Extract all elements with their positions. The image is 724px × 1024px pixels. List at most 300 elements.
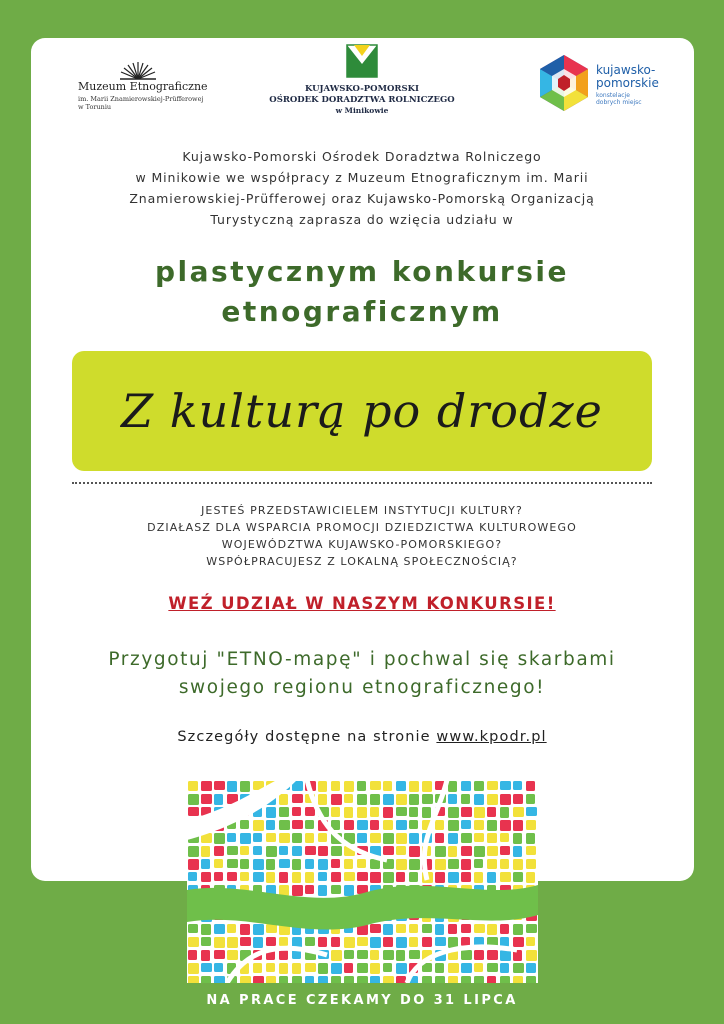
map-block <box>240 781 250 792</box>
map-block <box>188 963 199 974</box>
map-block <box>513 872 523 882</box>
map-block <box>370 950 379 960</box>
map-block <box>461 976 471 983</box>
map-block <box>305 872 314 883</box>
region-name-line1: kujawsko- <box>596 63 656 77</box>
map-block <box>344 872 355 881</box>
map-block <box>227 859 238 868</box>
map-block <box>279 963 288 974</box>
intro-line3: Znamierowskiej-Prüfferowej oraz Kujawsko-Pomorską Organizacją <box>129 191 595 206</box>
map-block <box>500 846 510 855</box>
map-block <box>344 963 353 973</box>
map-block <box>448 820 459 831</box>
map-block <box>240 820 249 829</box>
map-block <box>383 807 393 818</box>
details-line <box>40 729 684 745</box>
map-block <box>240 846 249 855</box>
map-block <box>344 794 353 803</box>
map-block <box>305 846 316 855</box>
map-block <box>279 820 290 830</box>
map-block <box>383 924 393 935</box>
map-block <box>435 976 445 983</box>
map-block <box>396 807 407 816</box>
map-block <box>357 833 367 843</box>
map-block <box>266 963 275 972</box>
details-text: Szczegóły dostępne na stronie <box>177 729 437 745</box>
map-block <box>214 937 225 948</box>
map-block <box>266 820 275 830</box>
map-block <box>370 794 380 805</box>
map-block <box>370 872 381 883</box>
museum-subtitle-line1: im. Marii Znamierowskiej-Prüfferowej <box>78 95 204 103</box>
map-block <box>357 872 368 881</box>
map-block <box>448 833 458 844</box>
map-block <box>227 833 236 842</box>
region-logo <box>538 54 688 114</box>
map-block <box>461 846 472 856</box>
map-block <box>279 950 288 960</box>
map-block <box>448 794 457 804</box>
map-block <box>253 963 262 973</box>
prepare-line2: swojego regionu etnograficznego! <box>178 677 546 698</box>
map-block <box>214 924 225 934</box>
museum-subtitle-line2: w Toruniu <box>78 103 112 111</box>
map-block <box>201 950 210 961</box>
map-block <box>396 937 407 948</box>
map-block <box>240 976 251 983</box>
map-block <box>383 833 394 844</box>
map-block <box>344 950 354 959</box>
map-block <box>526 924 537 933</box>
map-block <box>500 807 509 818</box>
map-block <box>240 872 249 881</box>
map-block <box>396 833 407 844</box>
map-block <box>487 846 498 856</box>
map-block <box>435 820 444 830</box>
map-block <box>422 781 432 792</box>
map-block <box>474 859 483 868</box>
map-block <box>487 976 496 983</box>
map-block <box>422 924 432 933</box>
map-block <box>266 807 276 818</box>
map-block <box>513 924 523 935</box>
kpodr-line2: OŚRODEK DORADZTWA ROLNICZEGO <box>269 95 455 105</box>
map-block <box>422 937 432 947</box>
prepare-text <box>40 646 684 702</box>
map-block <box>448 846 457 857</box>
map-block <box>357 794 367 805</box>
map-block <box>318 937 327 947</box>
questions-block <box>40 502 684 570</box>
map-block <box>331 807 340 817</box>
map-block <box>188 794 199 805</box>
map-block <box>487 833 497 843</box>
map-block <box>526 950 537 961</box>
map-block <box>240 924 250 935</box>
region-name-line2: pomorskie <box>596 76 659 90</box>
deadline-text: NA PRACE CZEKAMY DO 31 LIPCA <box>206 993 518 1008</box>
museum-name: Muzeum Etnograficzne <box>78 80 208 93</box>
map-block <box>396 963 407 974</box>
map-block <box>487 872 496 883</box>
map-block <box>461 833 472 843</box>
map-block <box>513 963 524 973</box>
map-block <box>201 781 212 791</box>
headline-line2: etnograficznym <box>221 295 503 328</box>
map-block <box>292 820 303 829</box>
map-block <box>253 976 264 983</box>
map-block <box>409 924 418 933</box>
map-block <box>279 846 288 855</box>
map-block <box>448 859 459 869</box>
map-block <box>487 781 498 790</box>
map-block <box>279 859 290 868</box>
map-block <box>422 794 433 804</box>
map-block <box>266 924 277 933</box>
map-block <box>331 963 342 974</box>
intro-line1: Kujawsko-Pomorski Ośrodek Doradztwa Rolniczego <box>182 149 542 164</box>
map-block <box>292 794 303 803</box>
map-block <box>292 807 301 816</box>
map-block <box>448 937 458 948</box>
intro-line2: w Minikowie we współpracy z Muzeum Etnograficznym im. Marii <box>135 170 589 185</box>
map-illustration <box>187 780 538 983</box>
prepare-line1: Przygotuj "ETNO-mapę" i pochwal się skarbami <box>108 649 616 670</box>
map-block <box>461 859 471 870</box>
map-block <box>513 846 522 857</box>
map-block <box>474 846 485 857</box>
map-block <box>357 859 366 868</box>
map-block <box>370 924 381 933</box>
map-block <box>357 950 368 959</box>
map-block <box>526 963 536 973</box>
title-banner <box>72 351 652 471</box>
map-block <box>513 794 523 804</box>
map-block <box>500 872 511 882</box>
map-block <box>474 807 485 818</box>
map-block <box>383 976 394 983</box>
map-block <box>383 781 392 791</box>
map-block <box>305 807 315 816</box>
map-block <box>383 820 393 830</box>
map-block <box>526 833 535 844</box>
map-block <box>422 807 431 818</box>
map-block <box>214 963 223 972</box>
map-block <box>513 859 523 870</box>
map-block <box>487 794 498 805</box>
map-block <box>344 820 354 830</box>
kpodr-logo <box>262 44 462 134</box>
intro-paragraph <box>40 146 684 230</box>
kpodr-emblem-icon <box>346 44 378 78</box>
map-block <box>214 833 225 844</box>
map-block <box>370 937 381 948</box>
colorful-map-icon <box>187 780 538 983</box>
map-block <box>409 781 419 792</box>
map-block <box>318 781 327 792</box>
map-block <box>526 846 536 855</box>
region-tagline <box>596 92 642 106</box>
region-tagline-line1: konstelacje <box>596 92 630 99</box>
map-block <box>318 963 328 974</box>
map-block <box>253 820 264 831</box>
map-block <box>266 833 276 842</box>
map-block <box>214 794 223 805</box>
map-block <box>396 846 406 855</box>
question-line1: JESTEŚ PRZEDSTAWICIELEM INSTYTUCJI KULTURY? <box>201 504 523 517</box>
map-block <box>461 781 471 791</box>
map-block <box>461 924 471 933</box>
map-block <box>331 872 341 882</box>
map-block <box>383 963 392 972</box>
intro-line4: Turystyczną zaprasza do wzięcia udziału w <box>210 212 514 227</box>
map-block <box>500 820 511 831</box>
map-block <box>201 794 212 804</box>
call-to-action: WEŹ UDZIAŁ W NASZYM KONKURSIE! <box>168 594 556 613</box>
map-block <box>318 833 327 842</box>
map-block <box>513 781 522 790</box>
map-block <box>422 976 432 983</box>
map-block <box>435 963 444 973</box>
map-block <box>383 872 394 883</box>
map-block <box>474 963 483 972</box>
map-block <box>331 859 340 868</box>
map-block <box>370 820 379 830</box>
map-block <box>344 937 355 948</box>
map-block <box>331 781 340 791</box>
map-block <box>318 846 328 856</box>
map-block <box>409 807 418 817</box>
map-block <box>409 820 418 829</box>
map-block <box>500 950 511 961</box>
map-block <box>500 963 509 973</box>
map-block <box>526 820 536 830</box>
map-block <box>370 833 381 843</box>
map-block <box>201 976 211 983</box>
map-block <box>188 859 199 870</box>
map-block <box>344 807 353 818</box>
map-block <box>253 846 262 855</box>
map-block <box>370 963 380 974</box>
map-block <box>214 781 225 790</box>
map-block <box>500 794 511 805</box>
map-block <box>279 833 290 843</box>
dotted-divider <box>72 482 652 484</box>
map-block <box>409 872 418 882</box>
map-block <box>435 872 445 883</box>
map-block <box>409 846 420 857</box>
map-block <box>188 846 199 857</box>
map-block <box>344 976 354 983</box>
map-block <box>487 963 498 972</box>
map-block <box>279 885 289 896</box>
map-block <box>292 976 302 983</box>
map-block <box>318 872 327 881</box>
map-block <box>370 807 379 817</box>
map-block <box>474 820 484 830</box>
museum-logo <box>78 62 228 122</box>
map-block <box>266 846 277 857</box>
map-block <box>435 924 444 935</box>
map-block <box>513 807 524 817</box>
map-block <box>461 963 472 973</box>
map-block <box>240 833 251 844</box>
map-block <box>201 859 210 869</box>
map-block <box>266 937 276 946</box>
map-block <box>383 794 394 805</box>
map-block <box>227 846 238 855</box>
map-block <box>513 820 523 831</box>
map-block <box>318 859 328 870</box>
map-block <box>227 872 237 881</box>
map-block <box>435 937 446 946</box>
map-block <box>318 794 327 805</box>
map-block <box>331 976 341 983</box>
map-block <box>357 976 368 983</box>
map-block <box>188 807 199 816</box>
map-block <box>357 937 368 946</box>
map-block <box>409 950 420 959</box>
question-line3: WOJEWÓDZTWA KUJAWSKO-POMORSKIEGO? <box>221 538 503 551</box>
map-block <box>357 781 366 791</box>
website-link[interactable]: www.kpodr.pl <box>436 729 547 745</box>
map-block <box>448 781 457 792</box>
map-block <box>214 872 223 881</box>
museum-fan-icon <box>118 62 158 80</box>
map-block <box>227 937 238 948</box>
map-block <box>461 872 471 882</box>
map-block <box>409 937 418 947</box>
map-block <box>370 781 381 790</box>
map-block <box>214 950 225 959</box>
map-block <box>526 781 535 791</box>
map-block <box>396 820 407 830</box>
map-block <box>526 872 535 883</box>
competition-headline <box>40 252 684 332</box>
map-block <box>305 833 314 843</box>
kpodr-line3: w Minikowie <box>335 106 389 115</box>
map-block <box>448 976 458 983</box>
map-block <box>279 976 288 983</box>
map-block <box>526 859 536 869</box>
map-block <box>500 924 509 934</box>
map-block <box>357 807 367 818</box>
map-block <box>253 937 263 948</box>
map-block <box>305 885 314 894</box>
map-block <box>461 820 471 829</box>
map-block <box>188 872 197 881</box>
question-line2: DZIAŁASZ DLA WSPARCIA PROMOCJI DZIEDZICTWA KULTUROWEGO <box>147 521 577 534</box>
map-block <box>500 859 509 869</box>
region-name <box>596 64 659 90</box>
map-block <box>279 937 288 946</box>
map-block <box>396 924 406 933</box>
map-block <box>188 950 197 960</box>
map-block <box>214 846 224 856</box>
map-block <box>474 924 485 933</box>
map-block <box>409 833 419 844</box>
map-block <box>227 924 236 933</box>
constellation-hexagon-icon <box>538 54 590 112</box>
map-block <box>526 976 536 983</box>
map-block <box>500 833 509 842</box>
map-block <box>305 937 315 946</box>
map-block <box>292 872 301 883</box>
map-block <box>526 794 535 804</box>
map-block <box>253 924 264 935</box>
map-block <box>240 937 251 946</box>
map-block <box>318 885 327 896</box>
map-block <box>201 963 212 972</box>
museum-subtitle <box>78 95 203 111</box>
map-block <box>435 859 446 870</box>
map-block <box>461 794 470 804</box>
map-block <box>331 885 341 894</box>
map-block <box>396 781 406 791</box>
map-block <box>331 794 342 805</box>
map-block <box>292 833 302 843</box>
map-block <box>357 963 368 973</box>
map-block <box>201 872 211 882</box>
kpodr-line1: KUJAWSKO-POMORSKI <box>305 84 419 94</box>
map-block <box>279 872 288 883</box>
map-block <box>201 924 211 935</box>
map-block <box>487 924 497 935</box>
map-block <box>474 781 484 791</box>
map-block <box>292 846 302 856</box>
map-block <box>227 781 237 792</box>
map-block <box>487 859 497 869</box>
map-block <box>396 976 406 983</box>
map-block <box>461 950 472 960</box>
map-block <box>513 833 522 844</box>
map-block <box>331 950 342 961</box>
map-block <box>383 846 394 855</box>
map-block <box>292 885 303 896</box>
map-block <box>461 807 472 817</box>
map-block <box>318 976 328 983</box>
map-block <box>305 963 316 972</box>
map-block <box>448 963 459 973</box>
map-block <box>409 859 420 870</box>
map-block <box>266 872 275 883</box>
map-block <box>253 833 262 842</box>
map-block <box>435 846 446 857</box>
map-block <box>396 950 405 961</box>
map-block <box>279 794 288 805</box>
map-block <box>487 820 497 831</box>
map-block <box>409 794 419 805</box>
map-block <box>344 885 354 896</box>
map-block <box>305 820 314 829</box>
map-block <box>188 781 198 791</box>
map-block <box>474 833 484 842</box>
map-block <box>474 976 484 983</box>
competition-title: Z kulturą po drodze <box>121 384 603 438</box>
map-block <box>292 859 301 870</box>
map-block <box>474 794 484 805</box>
question-line4: WSPÓŁPRACUJESZ Z LOKALNĄ SPOŁECZNOŚCIĄ? <box>206 555 518 568</box>
map-block <box>487 950 498 960</box>
map-block <box>474 872 483 883</box>
map-block <box>188 937 199 947</box>
map-block <box>383 950 394 960</box>
map-block <box>526 937 535 946</box>
map-block <box>201 937 211 946</box>
map-block <box>435 833 444 843</box>
map-block <box>266 859 275 870</box>
map-block <box>331 937 340 947</box>
